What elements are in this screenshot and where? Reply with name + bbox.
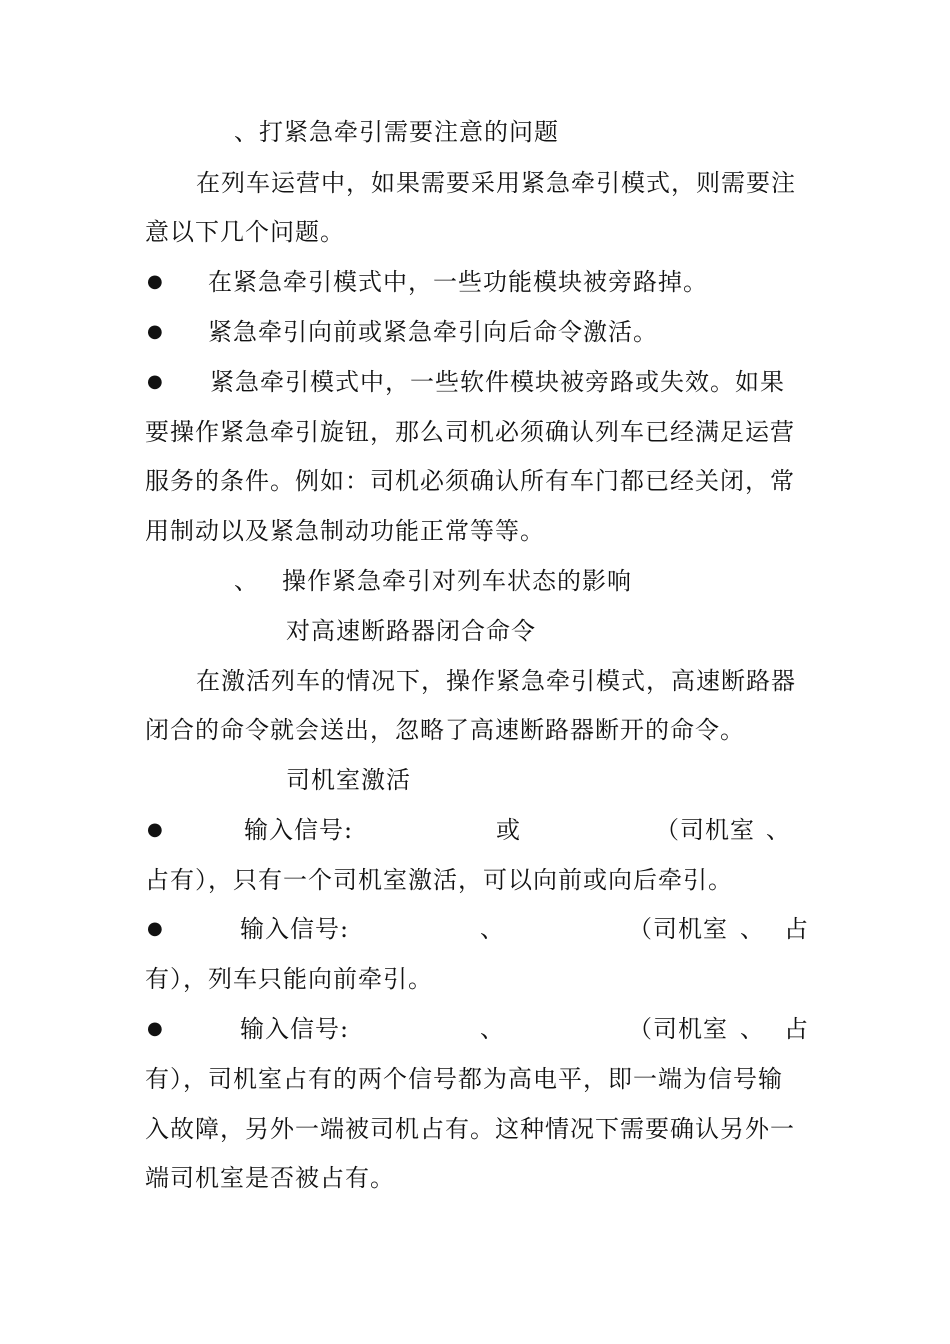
paren-end: 占 bbox=[784, 1015, 809, 1043]
paragraph-line: 入故障，另外一端被司机占有。这种情况下需要确认另外一 bbox=[145, 1115, 795, 1143]
cab-paren: （司机室 bbox=[628, 915, 728, 943]
paragraph-line: 占有），只有一个司机室激活，可以向前或向后牵引。 bbox=[145, 866, 733, 894]
input-signal-label: 输入信号: bbox=[244, 816, 354, 844]
separator: 、 bbox=[766, 816, 791, 844]
bullet-icon: ● bbox=[147, 819, 163, 840]
bullet-icon: ● bbox=[147, 1018, 163, 1039]
separator: 、 bbox=[740, 915, 765, 943]
bullet-text: 紧急牵引向前或紧急牵引向后命令激活。 bbox=[208, 318, 658, 346]
separator: 、 bbox=[480, 1015, 505, 1043]
section2-heading-prefix: 、 bbox=[234, 567, 259, 595]
cab-paren: （司机室 bbox=[628, 1015, 728, 1043]
bullet-icon: ● bbox=[147, 371, 163, 392]
subsection-title: 对高速断路器闭合命令 bbox=[286, 617, 536, 645]
paragraph-line: 端司机室是否被占有。 bbox=[145, 1164, 395, 1192]
bullet-text: 在紧急牵引模式中，一些功能模块被旁路掉。 bbox=[208, 268, 708, 296]
bullet-text: 紧急牵引模式中，一些软件模块被旁路或失效。如果 bbox=[210, 368, 785, 396]
paragraph-line: 闭合的命令就会送出，忽略了高速断路器断开的命令。 bbox=[145, 716, 745, 744]
paragraph-line: 用制动以及紧急制动功能正常等等。 bbox=[145, 517, 545, 545]
paragraph-line: 有），列车只能向前牵引。 bbox=[145, 965, 433, 993]
input-signal-label: 输入信号: bbox=[240, 915, 350, 943]
subsection-title: 司机室激活 bbox=[286, 766, 411, 794]
input-signal-label: 输入信号: bbox=[240, 1015, 350, 1043]
paragraph-line: 意以下几个问题。 bbox=[145, 218, 345, 246]
bullet-icon: ● bbox=[147, 271, 163, 292]
paragraph-line: 在激活列车的情况下，操作紧急牵引模式，高速断路器 bbox=[196, 667, 796, 695]
paragraph-line: 有），司机室占有的两个信号都为高电平，即一端为信号输 bbox=[145, 1065, 783, 1093]
paren-end: 占 bbox=[784, 915, 809, 943]
or-text: 或 bbox=[496, 816, 521, 844]
section1-heading: 、打紧急牵引需要注意的问题 bbox=[234, 118, 559, 146]
paragraph-line: 要操作紧急牵引旋钮，那么司机必须确认列车已经满足运营 bbox=[145, 418, 795, 446]
cab-paren: （司机室 bbox=[655, 816, 755, 844]
separator: 、 bbox=[480, 915, 505, 943]
separator: 、 bbox=[740, 1015, 765, 1043]
section2-heading: 操作紧急牵引对列车状态的影响 bbox=[282, 567, 632, 595]
paragraph-line: 服务的条件。例如：司机必须确认所有车门都已经关闭，常 bbox=[145, 467, 795, 495]
bullet-icon: ● bbox=[147, 321, 163, 342]
paragraph-line: 在列车运营中，如果需要采用紧急牵引模式，则需要注 bbox=[196, 169, 796, 197]
bullet-icon: ● bbox=[147, 918, 163, 939]
